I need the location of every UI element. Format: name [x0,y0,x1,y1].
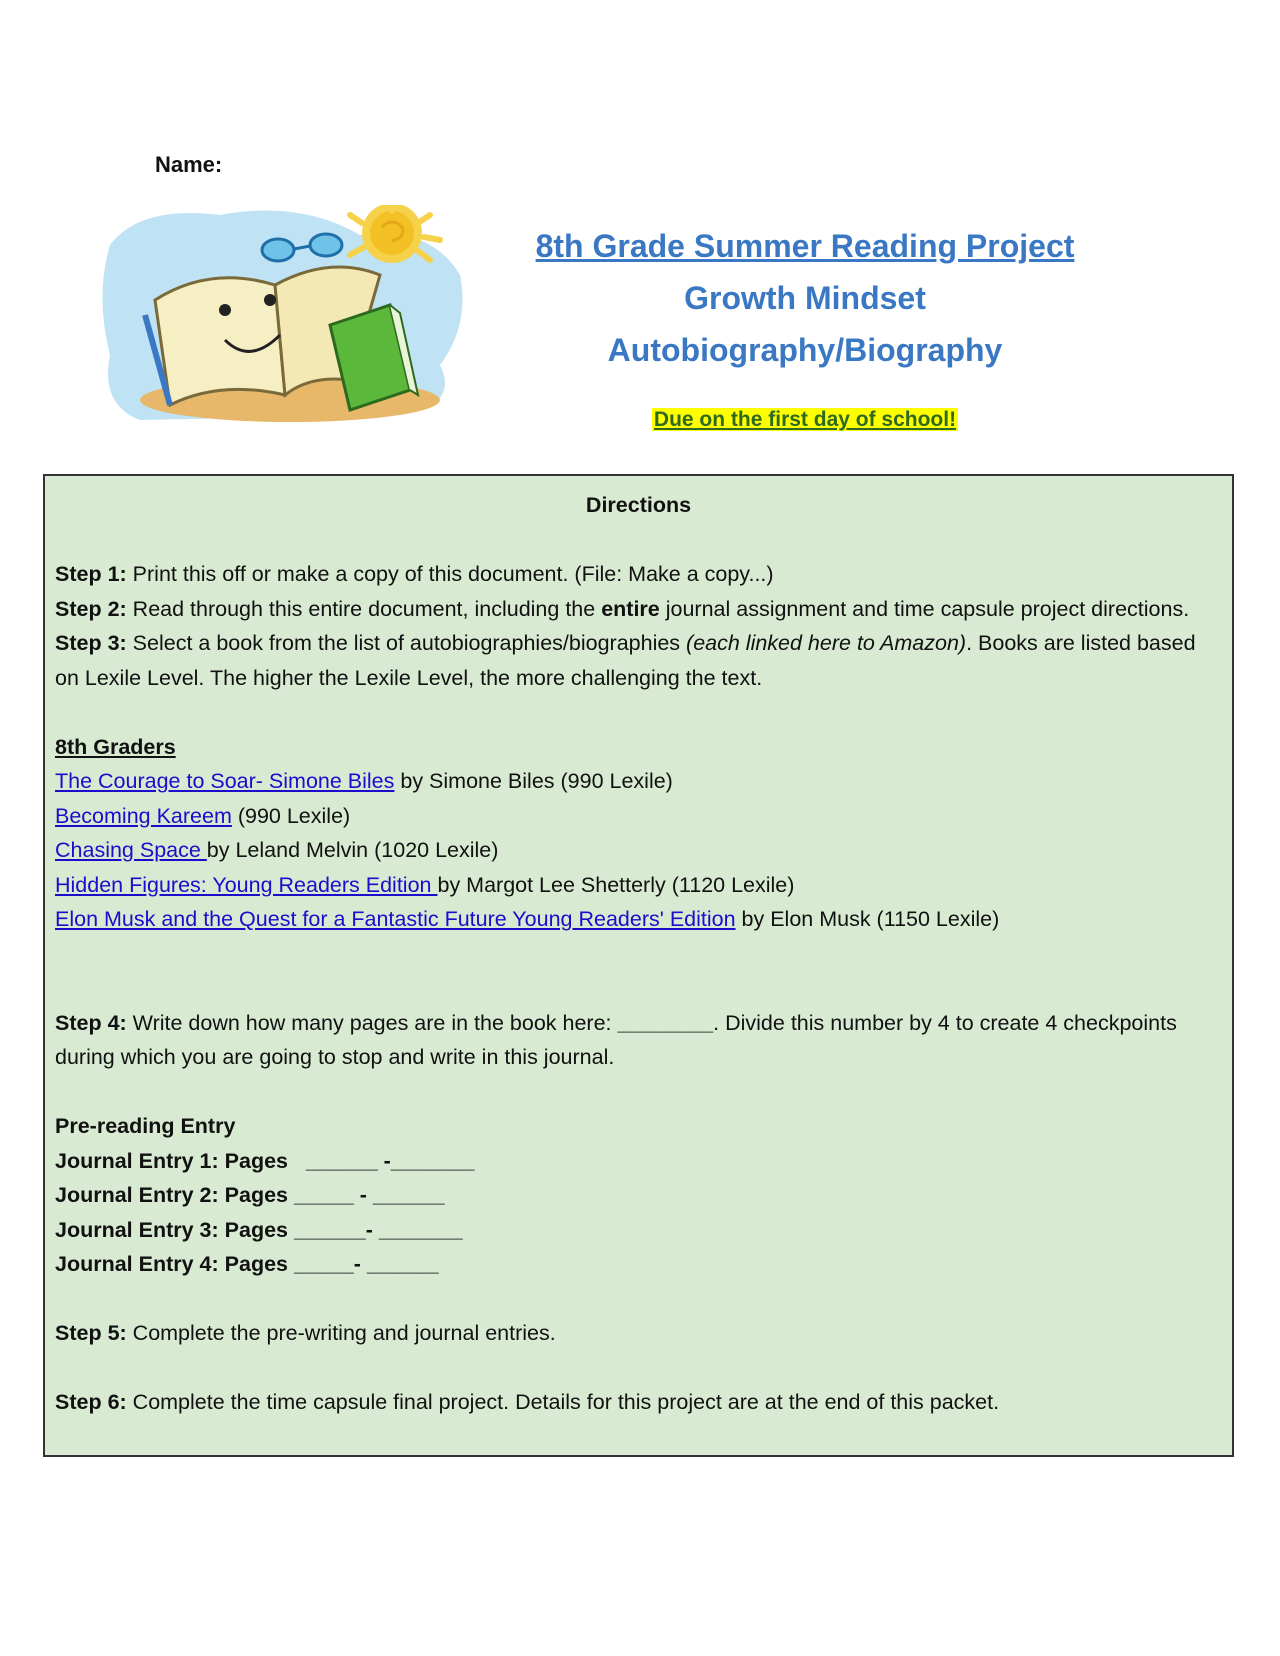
journal-entry-3 [55,1213,1222,1248]
project-genre: Autobiography/Biography [607,332,1003,368]
step-5-text: Complete the pre-writing and journal entries. [126,1321,556,1345]
due-notice [480,408,1130,432]
book-detail-4: by Margot Lee Shetterly (1120 Lexile) [437,872,795,897]
directions-heading: Directions [585,493,692,517]
step-1 [55,557,1222,592]
graders-heading [55,730,1222,765]
step-5 [55,1316,1222,1351]
step-3 [55,626,1222,695]
book-detail-2: (990 Lexile) [231,803,351,828]
title-block [480,220,1130,376]
step-2-label: Step 2: [55,596,127,621]
step-1-text: Print this off or make a copy of this document. (File: Make a copy...) [126,562,774,586]
directions-box [43,474,1234,1457]
step-2-bold: entire [601,596,660,621]
book-item-3 [55,833,1222,868]
step-4 [55,1006,1222,1075]
book-detail-3: by Leland Melvin (1020 Lexile) [206,838,499,862]
book-item-5 [55,902,1222,937]
reading-book-sun-clipart [100,205,470,425]
step-3-italic: (each linked here to Amazon) [686,631,967,655]
name-label: Name: [155,152,223,177]
journal-entry-4-label: Journal Entry 4: Pages _____- ______ [55,1252,439,1276]
page-count-blank[interactable]: ________ [617,1010,714,1035]
book-link-1[interactable]: The Courage to Soar- Simone Biles [55,769,395,793]
step-5-label: Step 5: [55,1321,127,1345]
step-2-text-b: journal assignment and time capsule project directions. [659,596,1190,621]
journal-entry-3-label: Journal Entry 3: Pages ______- _______ [55,1217,463,1242]
step-1-label: Step 1: [55,562,127,586]
book-link-3[interactable]: Chasing Space [55,838,207,862]
book-detail-5: by Elon Musk (1150 Lexile) [735,907,1000,931]
step-3-text-a: Select a book from the list of autobiographies/biographies [126,631,687,655]
book-item-2 [55,799,1222,834]
journal-entry-1-label: Journal Entry 1: Pages ______ -_______ [55,1148,475,1173]
step-4-text-b: . Divide this number by 4 to create 4 checkpoints during which you are going to stop and write in this journal. [55,1010,1177,1069]
book-detail-1: by Simone Biles (990 Lexile) [394,769,673,793]
book-link-2[interactable]: Becoming Kareem [55,803,232,828]
due-notice-text: Due on the first day of school! [653,408,957,431]
prereading-entry-label: Pre-reading Entry [55,1114,236,1138]
step-6 [55,1385,1222,1420]
graders-heading-text: 8th Graders [55,734,176,759]
journal-entry-1 [55,1144,1222,1179]
book-link-4[interactable]: Hidden Figures: Young Readers Edition [55,872,438,897]
step-6-label: Step 6: [55,1390,127,1414]
project-subtitle: Growth Mindset [684,280,926,316]
step-4-label: Step 4: [55,1010,127,1035]
journal-entry-4 [55,1247,1222,1282]
journal-entry-2 [55,1178,1222,1213]
book-link-5[interactable]: Elon Musk and the Quest for a Fantastic Future Young Readers' Edition [55,907,736,931]
project-title: 8th Grade Summer Reading Project [535,228,1075,264]
book-item-1 [55,764,1222,799]
prereading-entry [55,1109,1222,1144]
step-2 [55,592,1222,627]
journal-entry-2-label: Journal Entry 2: Pages _____ - ______ [55,1183,445,1207]
book-item-4 [55,868,1222,903]
step-4-text-a: Write down how many pages are in the book here: [126,1010,618,1035]
step-3-text-b: . Books are listed based on Lexile Level. The higher the Lexile Level, the more challenging the text. [55,631,1196,690]
step-3-label: Step 3: [55,631,127,655]
step-2-text-a: Read through this entire document, including the [126,596,602,621]
step-6-text: Complete the time capsule final project. Details for this project are at the end of this packet. [126,1390,1000,1414]
